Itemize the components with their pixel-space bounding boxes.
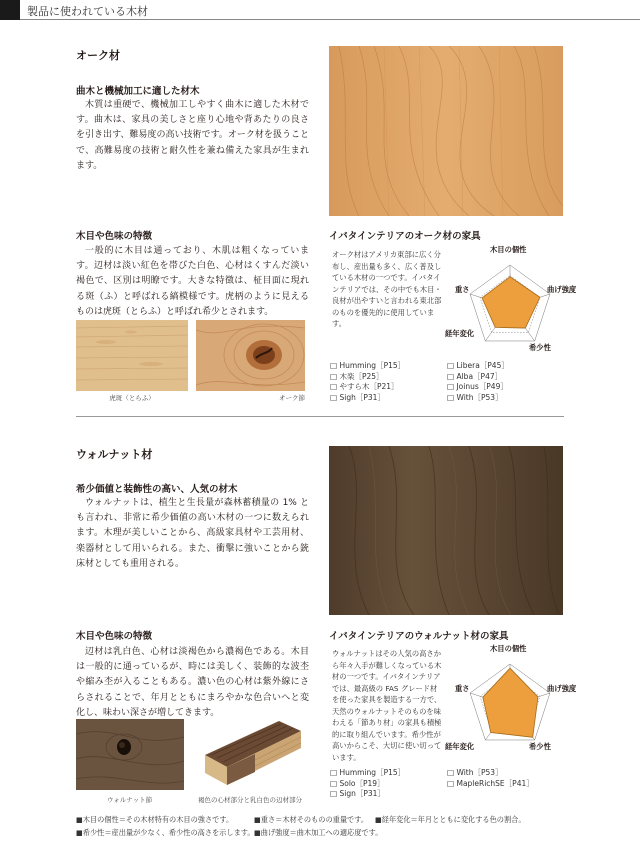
walnut-furniture-description: ウォルナットはその人気の高さから年々入手が難しくなっている木材の一つです。イバタインテリアでは、最高級の FAS グレード材を使った家具を製造する一方で、天然のウォルナットそのものを味わえる「節あり材」の家具も積極的に取り組んでいます。希少性が高いからこそ、大切に使い切っています。 xyxy=(332,649,442,762)
walnut-grain-description: 辺材は乳白色、心材は淡褐色から濃褐色である。木目は一般的に通っているが、時には美しく、装飾的な波杢や縮み杢が入ることもある。濃い色の心材は紫外線にさらされることで、年月とともにまろやかな色合いへと変化し、味わい深さが増してきます。 xyxy=(76,647,309,718)
walnut-subtitle: 希少価値と装飾性の高い、人気の材木 xyxy=(76,484,238,495)
legend-bending: ■曲げ強度＝曲木加工への適応度です。 xyxy=(254,828,383,837)
walnut-furniture-title: イバタインテリアのウォルナット材の家具 xyxy=(329,631,509,642)
product-item[interactable]: □ Alba［P47］ xyxy=(447,371,503,381)
walnut-radar-label-bending: 曲げ強度 xyxy=(547,684,577,693)
product-item[interactable]: □ Libera［P45］ xyxy=(447,361,509,370)
product-item[interactable]: □ Joinus［P49］ xyxy=(447,382,508,391)
section-divider xyxy=(76,416,564,417)
walnut-product-list-left xyxy=(330,768,435,800)
legend-weight: ■重さ＝木材そのものの重量です。 xyxy=(254,815,369,824)
oak-radar-chart xyxy=(440,241,580,361)
product-item[interactable]: □ With［P53］ xyxy=(447,768,503,777)
oak-product-list-left xyxy=(330,361,435,403)
walnut-board-photo xyxy=(195,715,307,791)
oak-wood-swatch xyxy=(329,46,563,216)
oak-description: 木質は重硬で、機械加工しやすく曲木に適した木材です。曲木は、家具の美しさと座り心地や背あたりの良さを引き出す、難易度の高い技術です。オーク材を扱うことで、高難易度の技術と耐久性を兼ね備えた家具が生まれます。 xyxy=(76,100,309,171)
walnut-photo2-caption: 褐色の心材部分と乳白色の辺材部分 xyxy=(198,796,302,804)
oak-radar-label-aging: 経年変化 xyxy=(445,329,475,338)
oak-radar-value-area xyxy=(482,277,540,328)
oak-radar-label-bending: 曲げ強度 xyxy=(547,285,577,294)
product-item[interactable]: □ 木楽［P25］ xyxy=(330,371,384,381)
oak-knot-photo xyxy=(196,320,305,391)
page-header-title: 製品に使われている木材 xyxy=(27,5,148,18)
legend-aging: ■経年変化＝年月とともに変化する色の割合。 xyxy=(375,815,526,824)
walnut-radar-label-aging: 経年変化 xyxy=(445,742,475,751)
walnut-radar-label-weight: 重さ xyxy=(455,684,470,693)
oak-product-list-right xyxy=(447,361,557,403)
product-item[interactable]: □ With［P53］ xyxy=(447,392,503,402)
product-item[interactable]: □ やすら木［P21］ xyxy=(330,382,399,391)
oak-photo2-caption: オーク節 xyxy=(279,394,305,402)
product-item[interactable]: □ Sign［P31］ xyxy=(330,789,385,798)
oak-radar-label-grain: 木目の個性 xyxy=(490,245,527,254)
walnut-knot-photo xyxy=(76,719,184,790)
oak-section-title: オーク材 xyxy=(76,49,120,62)
walnut-radar-label-rarity: 希少性 xyxy=(529,742,551,751)
legend-grain: ■木目の個性＝その木材特有の木目の強さです。 xyxy=(76,815,234,824)
walnut-grain-title: 木目や色味の特徴 xyxy=(76,631,153,642)
legend-rarity: ■希少性＝産出量が少なく、希少性の高さを示します。 xyxy=(76,828,255,837)
oak-radar-label-weight: 重さ xyxy=(455,285,470,294)
header-marker xyxy=(0,0,20,20)
oak-grain-title: 木目や色味の特徴 xyxy=(76,231,153,242)
walnut-section-title: ウォルナット材 xyxy=(76,448,153,461)
oak-grain-description: 一般的に木目は通っており、木肌は粗くなっています。辺材は淡い紅色を帯びた白色、心材はくすんだ淡い褐色で、区別は明瞭です。大きな特徴は、柾目面に現れる斑（ふ）と呼ばれる縞模様です。虎柄のように見えるものは虎斑（とらふ）と呼ばれ希少とされます。 xyxy=(76,246,309,317)
walnut-description: ウォルナットは、植生と生長量が森林蓄積量の 1% とも言われ、非常に希少価値の高い木材の一つに数えられます。木理が美しいことから、高級家具材や工芸用材、楽器材として用いられる。また、衝撃に強いことから銃床材としても重用される。 xyxy=(76,498,309,569)
oak-tiger-flake-photo xyxy=(76,320,188,391)
product-item[interactable]: □ MapleRichSE［P41］ xyxy=(447,778,534,788)
walnut-photo1-caption: ウォルナット節 xyxy=(107,796,153,804)
walnut-wood-swatch xyxy=(329,446,563,615)
walnut-radar-label-grain: 木目の個性 xyxy=(490,644,527,653)
header-rule xyxy=(20,19,640,20)
product-item[interactable]: □ Humming［P15］ xyxy=(330,361,406,370)
product-item[interactable]: □ Humming［P15］ xyxy=(330,768,406,777)
product-item[interactable]: □ Solo［P19］ xyxy=(330,778,385,788)
walnut-product-list-right xyxy=(447,768,562,789)
oak-furniture-description: オーク材はアメリカ東部に広く分布し、産出量も多く、広く普及している木材の一つです。イバタインテリアでは、その中でも木目・良材が出やすいと言われる東北部のものを優先的に使用しています。 xyxy=(332,250,442,328)
oak-radar-label-rarity: 希少性 xyxy=(529,343,551,352)
product-item[interactable]: □ Sigh［P31］ xyxy=(330,392,385,402)
oak-photo1-caption: 虎斑（とらふ） xyxy=(109,394,155,402)
walnut-radar-chart xyxy=(440,640,580,760)
oak-furniture-title: イバタインテリアのオーク材の家具 xyxy=(329,231,481,242)
oak-subtitle: 曲木と機械加工に適した材木 xyxy=(76,86,200,97)
